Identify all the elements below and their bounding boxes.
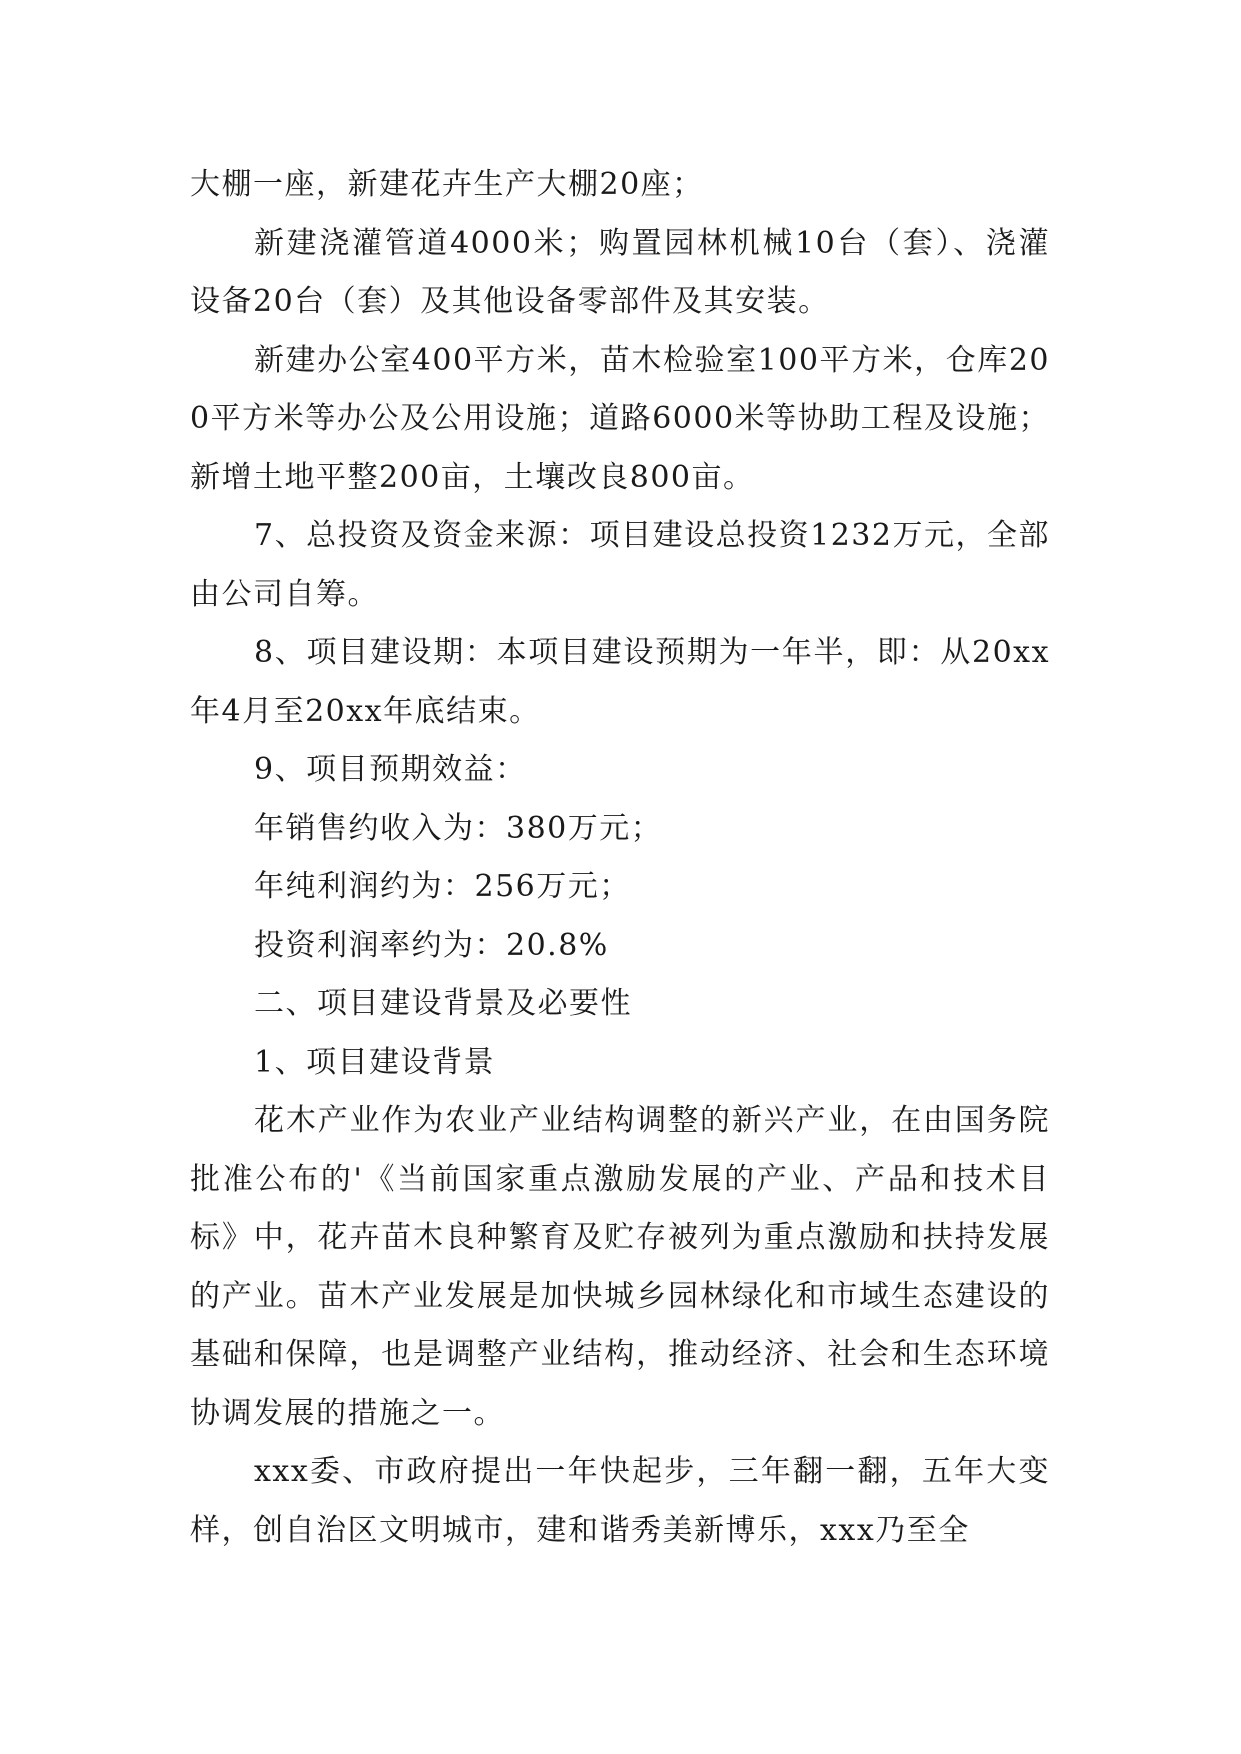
paragraph-annual-profit: 年纯利润约为：256万元； — [254, 869, 631, 904]
paragraph-flower-industry: 花木产业作为农业产业结构调整的新兴产业，在由国务院批准公布的'《当前国家重点激励发展的产业、产品和技术目标》中，花卉苗木良种繁育及贮存被列为重点激励和扶持发展的产业。苗木产业发展是加快城乡园林绿化和市域生态建设的基础和保障，也是调整产业结构，推动经济、社会和生态环境协调发展的措施之一。 — [190, 1103, 1050, 1431]
paragraph-construction-period: 8、项目建设期：本项目建设预期为一年半，即：从20xx年4月至20xx年底结束。 — [190, 635, 1050, 729]
paragraph-total-investment: 7、总投资及资金来源：项目建设总投资1232万元，全部由公司自筹。 — [190, 518, 1050, 612]
paragraph-profit-rate: 投资利润率约为：20.8% — [254, 927, 609, 963]
paragraph-annual-sales: 年销售约收入为：380万元； — [254, 810, 663, 846]
paragraph-irrigation: 新建浇灌管道4000米；购置园林机械10台（套）、浇灌设备20台（套）及其他设备零部件及其安装。 — [190, 225, 1050, 319]
paragraph-city-plan: xxx委、市政府提出一年快起步，三年翻一翻，五年大变样，创自治区文明城市，建和谐秀美新博乐，xxx乃至全 — [190, 1454, 1050, 1548]
paragraph-office-facilities: 新建办公室400平方米，苗木检验室100平方米，仓库200平方米等办公及公用设施；道路6000米等协助工程及设施；新增土地平整200亩，土壤改良800亩。 — [190, 342, 1050, 495]
subsection-heading-background: 1、项目建设背景 — [254, 1044, 496, 1080]
document-body — [190, 156, 1050, 1560]
paragraph-greenhouse-continued: 大棚一座，新建花卉生产大棚20座； — [190, 167, 704, 202]
section-heading-background: 二、项目建设背景及必要性 — [254, 986, 632, 1021]
paragraph-expected-benefits-heading: 9、项目预期效益： — [254, 752, 527, 787]
